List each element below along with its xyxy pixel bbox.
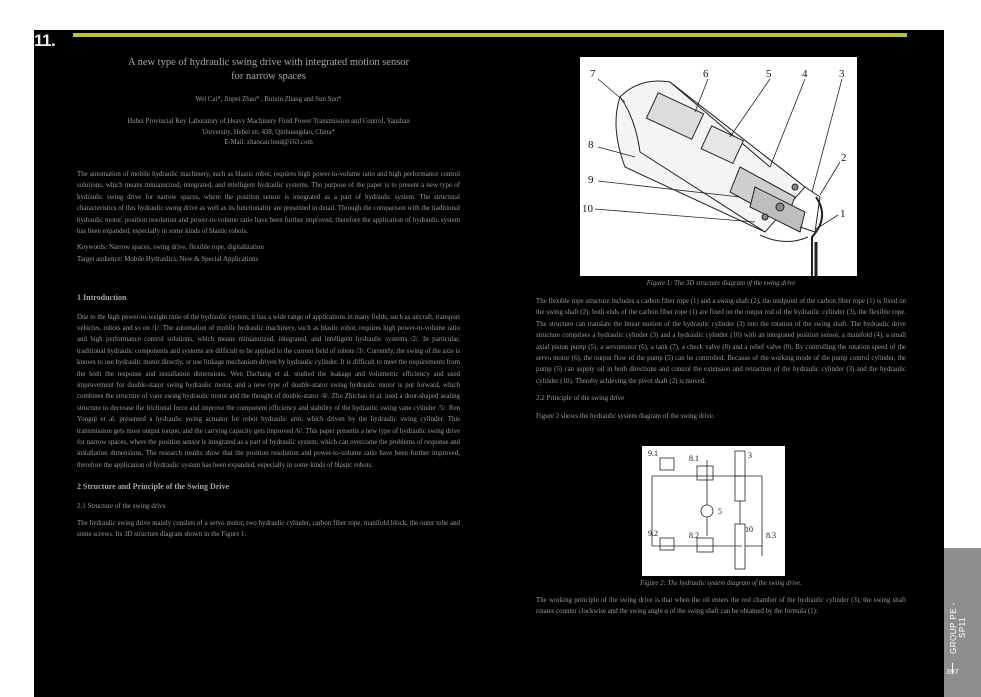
affiliation: [77, 117, 460, 149]
heading-2-2: 2.2 Principle of the swing drive: [536, 394, 625, 403]
fig1-label-6: 6: [703, 68, 709, 80]
left-column: [77, 56, 460, 546]
working-principle-text: The working principle of the swing drive is that when the oil enters the rod chamber of the hydraulic cylinder (3), the swing shaft rotates counter clockwise and the swing angle α of the swing shaft can be obtained by the formula (1):: [536, 597, 906, 616]
side-tab-label: GROUP PE - SP11: [949, 602, 967, 654]
introduction-text: Due to the high power-to-weight ratio of the hydraulic system, it has a wide range of applications in many fields, such as aircraft, transport vehicles, robots and so on /1/. The automation of mobile hydraulic machinery, such as blastic robot, requires high power-to-volume ratio and high performance control solutions, which means miniaturized, integrated, and intelligent hydraulic systems /2/. In particular, traditional hydraulic components and systems are difficult to be applied to the current field of robots /3/. Currently, the swing of the axis is known to use hydraulic motor directly, or use linkage mechanism driven by hydraulic cylinder. It is difficult to meet the requirements from the both the response and installation dimensions. Wen Dachang et al. studied the leakage and volumetric efficiency and used improvement for double-stator swing hydraulic motor, and a new type of double-stator swing hydraulic motor is put forward, which combines the structure of vane swing hydraulic motor and the thought of double-stator /4/. Zhu Zhichao et al. used a door-shaped sealing structure to decrease the frictional force and improve the component efficiency and stability of the hydraulic swing vane cylinder /5/. Ren Yongqi et al. presented a hydraulic swing actuator for robot hydraulic arm, which driven by the hydraulic swing cylinder. This transmission gets more output torque, and the carrying capacity gets improved /6/. This paper presents a new type of hydraulic swing drive for narrow spaces, where the position sensor is integrated as a part of hydraulic system, which can overcome the problems of response and installation dimensions. The research results show that the position resolution and power-to-volume ratio have been further improved, therefore the application of hydraulic system has been expanded, especially in some kinds of blastic robots.: [77, 313, 460, 469]
affiliation-line-2: University, Hebei str, 438, Qinhuangdao, China*: [202, 128, 335, 136]
affiliation-line-1: Hubei Provincial Key Laboratory of Heavy Machinery Fluid Power Transmission and Control, Yanshan: [127, 118, 410, 126]
heading-2-1: 2.1 Structure of the swing drive: [77, 501, 166, 510]
figure-1-caption: Figure 1: The 3D structure diagram of the swing drive: [646, 280, 796, 287]
structure-description: The flexible rope structure includes a carbon fiber rope (1) and a swing shaft (2), the midpoint of the carbon fiber rope (1) is fixed on the swing shaft (2), both ends of the carbon fiber rope (1) are fixed on the output rod of the hydraulic cylinder (3), the flexible rope. The structure can translate the linear motion of the hydraulic cylinder (3) into the rotation of the swing shaft. The hydraulic drive structure comprises a hydraulic cylinder (3) and a hydraulic cylinder (10) with an integrated position sensor, a manifold (4), a small axial piston pump (5), a servomotor (6), a tank (7), a check valve (8) and a relief valve (9). By controlling the rotation speed of the servo motor (6), the output flow of the pump (5) can be controlled. Because of the working mode of the pump control cylinder, the pump (5) can supply oil in both directions and control the extension and retraction of the hydraulic cylinder (3) and the hydraulic cylinder (10). Thereby achieving the pivot shaft (2) is moved.: [536, 298, 906, 385]
target-audience: Target audience: Mobile Hydraulics, New & Special Applications: [77, 255, 259, 263]
fig1-label-1: 1: [840, 208, 846, 220]
chapter-number: 11.: [34, 31, 56, 50]
structure-text: The hydraulic swing drive mainly consists of a servo motor, two hydraulic cylinder, carbon fiber rope, manifold block, the outer tube and some screws. Its 3D structure diagram shown in the Figure 1.: [77, 520, 460, 539]
keywords: Keywords: Narrow spaces, swing drive, flexible rope, digitalization: [77, 244, 264, 252]
fig1-label-4: 4: [802, 68, 808, 80]
accent-bar: [73, 33, 907, 37]
heading-structure: 2 Structure and Principle of the Swing Drive: [77, 482, 230, 492]
fig1-label-5: 5: [766, 68, 772, 80]
right-column-text: [536, 296, 906, 427]
authors: Wei Cai*, Jinpei Zhao* , Ruixin Zhang and Sun Sun*: [195, 96, 342, 103]
figure-2-caption: Figure 2: The hydraulic system diagram of the swing drive.: [640, 580, 802, 587]
figure-1-swing-drive-3d: [580, 57, 857, 276]
fig2-label-9-2: 9.2: [648, 529, 658, 538]
principle-intro: Figure 2 shows the hydraulic system diagram of the swing drive.: [536, 412, 715, 420]
fig1-label-8: 8: [588, 139, 594, 151]
working-principle: [536, 595, 906, 623]
fig2-label-8-3: 8.3: [766, 531, 776, 540]
title-line-2: for narrow spaces: [231, 71, 306, 82]
fig1-label-7: 7: [590, 68, 596, 80]
fig2-label-3: 3: [748, 451, 752, 460]
fig2-label-5: 5: [718, 507, 722, 516]
figure-2-hydraulic-diagram: [642, 446, 785, 576]
fig1-label-3: 3: [839, 68, 845, 80]
fig1-label-10: 10: [582, 203, 593, 215]
title-line-1: A new type of hydraulic swing drive with integrated motion sensor: [127, 57, 410, 68]
fig1-label-9: 9: [588, 174, 594, 186]
paper-title: [77, 56, 460, 84]
abstract: The automation of mobile hydraulic machinery, such as blastic robot, requires high power-to-volume ratio and high performance control solutions, which means miniaturized, integrated, and intelligent hydraulic systems. The purpose of the paper is to present a new type of hydraulic swing drive for narrow spaces, where the position sensor is integrated as a part of hydraulic system. The structural characteristics of this hydraulic swing drive as well as its functionality are presented in detail. Through the comparison with the traditional hydraulic motor, position resolution and power-to-volume ratio have been further improved, therefore the application of hydraulic system has been expanded, especially in some kinds of blastic robots.: [77, 170, 460, 235]
fig1-label-2: 2: [841, 152, 847, 164]
fig2-label-10: 10: [745, 525, 753, 534]
page-number: 397: [946, 667, 959, 676]
heading-introduction: 1 Introduction: [77, 293, 127, 303]
fig2-label-8-2: 8.2: [689, 531, 699, 540]
email: E-Mail: zhaocaicloud@163.com: [224, 139, 313, 147]
fig2-label-8-1: 8.1: [689, 454, 699, 463]
fig2-label-9-1: 9.1: [648, 449, 658, 458]
